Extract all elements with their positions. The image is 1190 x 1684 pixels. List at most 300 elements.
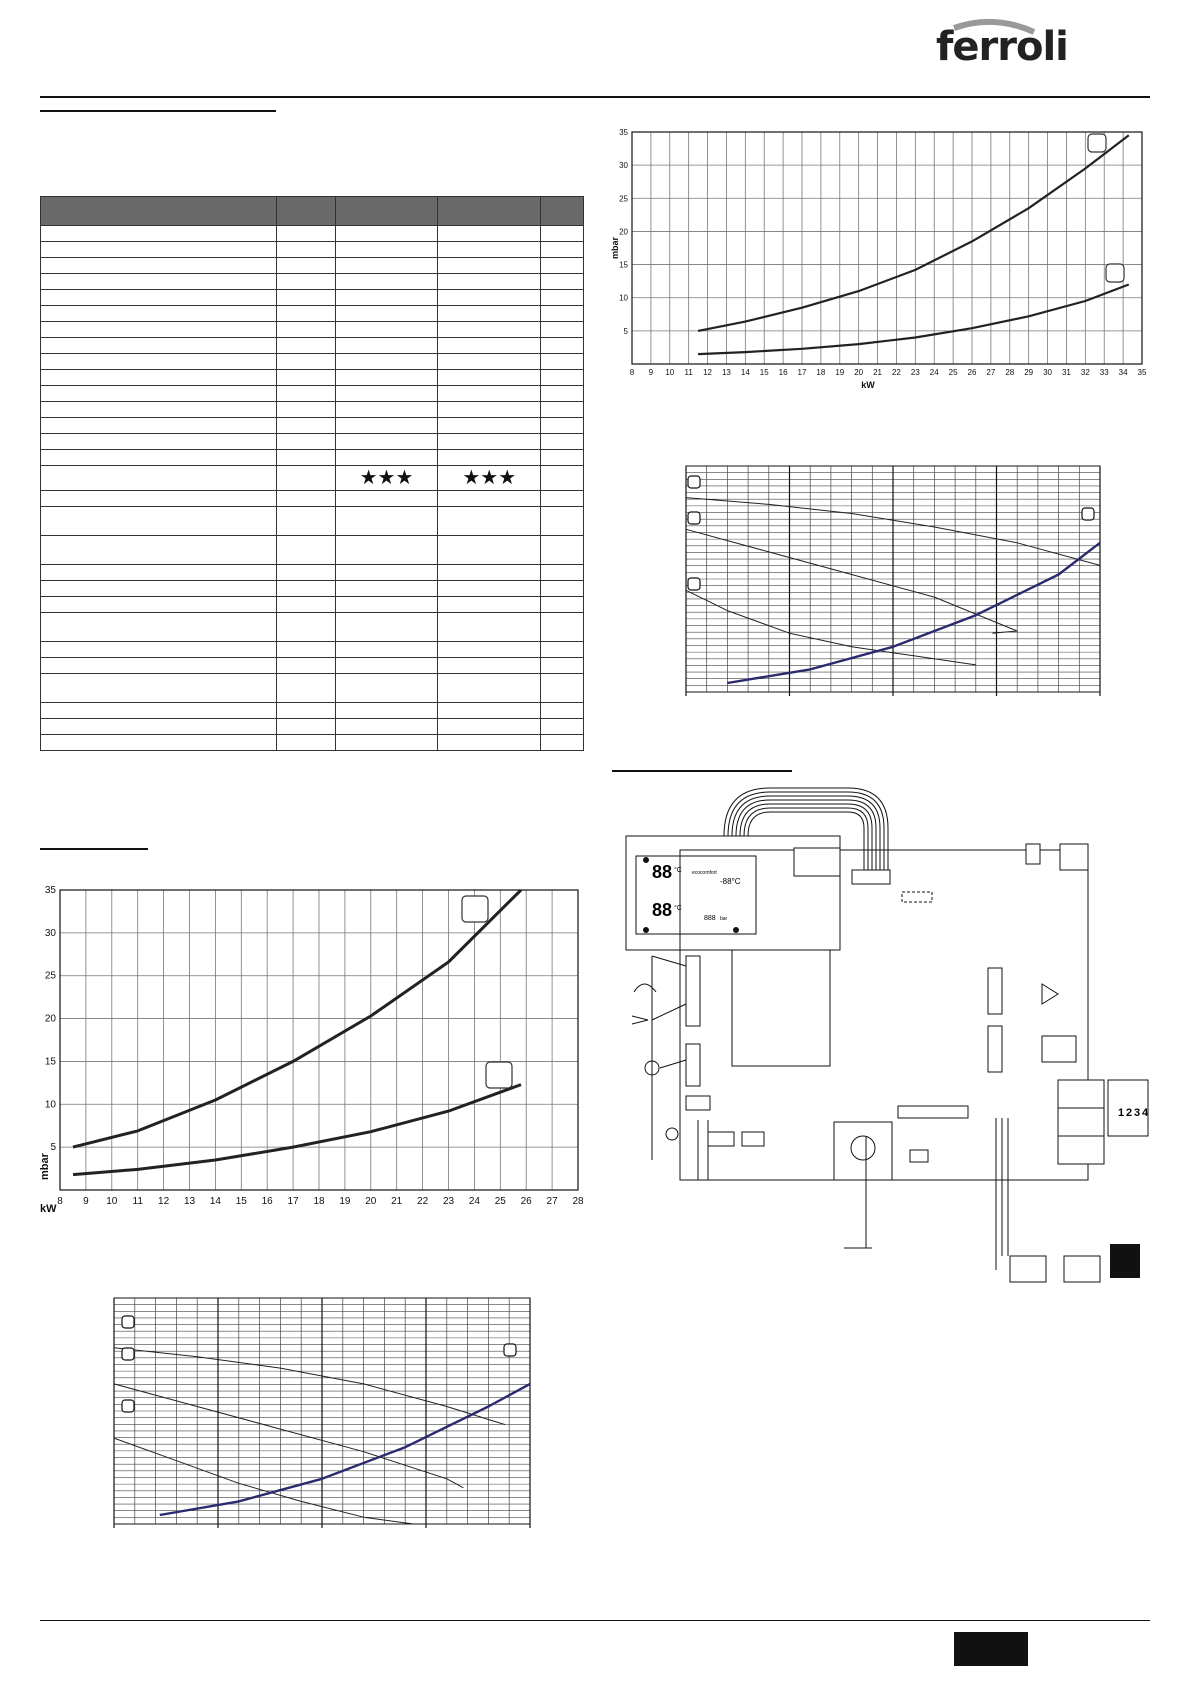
x-tick-label: 28 (1005, 368, 1015, 377)
connector (742, 1132, 764, 1146)
table-cell (541, 370, 584, 386)
x-tick-label: 27 (986, 368, 996, 377)
curve-marker (504, 1344, 516, 1356)
technical-data-table (40, 196, 584, 751)
lcd-unit-top: °C (674, 867, 682, 874)
table-cell (41, 402, 277, 418)
table-cell (335, 290, 438, 306)
table-cell (41, 719, 277, 735)
x-tick-label: 21 (391, 1196, 403, 1207)
table-cell (276, 258, 335, 274)
table-row (41, 402, 584, 418)
section-rule-wiring (612, 770, 792, 772)
table-cell (541, 242, 584, 258)
table-cell (541, 450, 584, 466)
table-cell (41, 491, 277, 507)
y-tick-label: 25 (44, 970, 56, 982)
table-cell (335, 703, 438, 719)
wiring-diagram (612, 780, 1152, 1310)
table-cell (541, 418, 584, 434)
x-tick-label: 14 (740, 368, 750, 377)
table-cell (41, 354, 277, 370)
table-cell (41, 290, 277, 306)
table-cell (335, 735, 438, 751)
y-tick-label: 20 (619, 227, 628, 237)
table-row (41, 290, 584, 306)
header-rule (40, 96, 1150, 98)
table-cell (541, 226, 584, 242)
table-row (41, 338, 584, 354)
y-tick-label: 5 (50, 1142, 56, 1154)
x-tick-label: 34 (1118, 368, 1128, 377)
terminal-block (1058, 1080, 1148, 1164)
table-cell (41, 370, 277, 386)
table-cell (541, 290, 584, 306)
sensor-icon (632, 1016, 648, 1024)
brand-name: ferroli (936, 24, 1068, 70)
x-tick-label: 26 (967, 368, 977, 377)
y-tick-label: 10 (44, 1099, 56, 1111)
table-cell (438, 719, 541, 735)
x-tick-label: 8 (629, 368, 635, 377)
table-cell (335, 434, 438, 450)
x-tick-label: 29 (1024, 368, 1034, 377)
section-rule-table (40, 110, 276, 112)
y-tick-label: 15 (619, 260, 628, 270)
x-tick-label: 17 (797, 368, 807, 377)
table-cell (335, 338, 438, 354)
table-cell (276, 226, 335, 242)
connector (1026, 844, 1040, 864)
x-tick-label: 31 (1061, 368, 1071, 377)
header-cell (335, 197, 438, 226)
table-cell (541, 565, 584, 581)
table-cell (438, 306, 541, 322)
x-tick-label: 14 (209, 1196, 221, 1207)
table-row (41, 597, 584, 613)
table-cell (41, 565, 277, 581)
table-cell (438, 565, 541, 581)
table-cell (438, 703, 541, 719)
display-button-icon (643, 927, 649, 933)
table-cell (541, 719, 584, 735)
x-tick-label: 11 (132, 1196, 143, 1207)
curve-marker (688, 476, 700, 488)
table-cell (438, 370, 541, 386)
table-cell (438, 226, 541, 242)
connector (686, 956, 700, 1026)
terminal-1: 1 (1118, 1107, 1125, 1119)
table-cell (276, 322, 335, 338)
bottom-terminal-block (1010, 1244, 1140, 1282)
x-tick-label: 23 (442, 1196, 455, 1207)
lcd-right-value: -88°C (720, 877, 741, 886)
table-cell (335, 565, 438, 581)
table-cell (438, 613, 541, 642)
table-cell (335, 226, 438, 242)
series-line (698, 285, 1129, 355)
table-cell (541, 735, 584, 751)
x-tick-label: 24 (929, 368, 939, 377)
curve-marker (1088, 134, 1106, 152)
table-cell (276, 613, 335, 642)
table-row (41, 450, 584, 466)
table-cell (41, 418, 277, 434)
table-cell (276, 274, 335, 290)
table-cell (335, 322, 438, 338)
table-row (41, 306, 584, 322)
table-cell (276, 507, 335, 536)
table-cell (276, 354, 335, 370)
connector (686, 1044, 700, 1086)
curve-marker (462, 896, 488, 922)
table-cell (276, 536, 335, 565)
display-button-icon (643, 857, 649, 863)
x-tick-label: 12 (703, 368, 713, 377)
table-cell (541, 434, 584, 450)
header-cell (276, 197, 335, 226)
x-tick-label: 25 (494, 1196, 506, 1207)
table-cell (276, 735, 335, 751)
table-cell (41, 735, 277, 751)
table-cell (41, 642, 277, 658)
ground-icon (666, 1128, 678, 1140)
table-row (41, 226, 584, 242)
table-cell (541, 354, 584, 370)
table-row (41, 581, 584, 597)
table-row (41, 642, 584, 658)
lcd-brand: ecocomfort (692, 870, 717, 876)
table-cell (335, 658, 438, 674)
table-cell (41, 274, 277, 290)
table-cell (541, 322, 584, 338)
x-tick-label: 16 (778, 368, 788, 377)
y-tick-label: 15 (44, 1056, 56, 1068)
table-row (41, 507, 584, 536)
table-cell (276, 719, 335, 735)
table-row (41, 434, 584, 450)
table-cell (41, 338, 277, 354)
table-cell (438, 290, 541, 306)
x-tick-label: 27 (546, 1196, 558, 1207)
x-tick-label: 21 (873, 368, 883, 377)
table-row (41, 322, 584, 338)
table-cell (335, 613, 438, 642)
table-cell (541, 338, 584, 354)
terminal-4: 4 (1142, 1107, 1149, 1119)
connector (686, 1096, 710, 1110)
ribbon-connector (852, 870, 890, 884)
table-row (41, 466, 584, 491)
x-tick-label: 9 (648, 368, 654, 377)
table-cell (438, 274, 541, 290)
connector (910, 1150, 928, 1162)
y-tick-label: 30 (619, 161, 628, 171)
table-cell (41, 658, 277, 674)
display-button-icon (733, 927, 739, 933)
x-tick-label: 24 (468, 1196, 480, 1207)
table-cell (335, 507, 438, 536)
table-cell (541, 466, 584, 491)
table-cell (335, 418, 438, 434)
y-tick-label: 25 (619, 194, 628, 204)
table-cell (438, 242, 541, 258)
x-tick-label: 26 (520, 1196, 532, 1207)
table-cell (335, 370, 438, 386)
table-cell (41, 450, 277, 466)
page-number-box (954, 1632, 1028, 1666)
table-cell (438, 536, 541, 565)
table-row (41, 386, 584, 402)
terminal-3: 3 (1134, 1107, 1141, 1119)
table-row (41, 613, 584, 642)
x-tick-label: 18 (313, 1196, 325, 1207)
valve-icon (1042, 984, 1058, 1004)
table-cell (335, 386, 438, 402)
table-row (41, 258, 584, 274)
table-cell (438, 386, 541, 402)
table-cell (41, 322, 277, 338)
table-header (41, 197, 584, 226)
table-cell (541, 306, 584, 322)
x-tick-label: 10 (106, 1196, 118, 1207)
y-tick-label: 20 (44, 1013, 56, 1025)
table-cell (438, 491, 541, 507)
table-row (41, 370, 584, 386)
table-row (41, 274, 584, 290)
table-cell (276, 597, 335, 613)
table-cell (276, 450, 335, 466)
table-cell (438, 735, 541, 751)
y-tick-label: 10 (619, 293, 628, 303)
table-cell (335, 491, 438, 507)
table-cell (541, 642, 584, 658)
curve-marker (1106, 264, 1124, 282)
table-row (41, 242, 584, 258)
relay (834, 1122, 892, 1180)
lcd-small-value: 888 (704, 915, 716, 922)
table-row (41, 418, 584, 434)
x-tick-label: 30 (1043, 368, 1053, 377)
table-cell (438, 354, 541, 370)
table-row (41, 703, 584, 719)
connector (1060, 844, 1088, 870)
x-tick-label: 10 (665, 368, 675, 377)
x-tick-label: 13 (721, 368, 731, 377)
table-row (41, 735, 584, 751)
flow-switch-icon (1042, 1036, 1076, 1062)
table-cell: ★★★ (438, 466, 541, 491)
table-cell (438, 258, 541, 274)
table-cell (335, 354, 438, 370)
table-cell (41, 597, 277, 613)
table-cell (276, 434, 335, 450)
table-row (41, 536, 584, 565)
x-tick-label: 13 (183, 1196, 196, 1207)
table-cell (276, 565, 335, 581)
table-cell (335, 674, 438, 703)
table-cell (41, 581, 277, 597)
connector (988, 1026, 1002, 1072)
y-tick-label: 35 (619, 128, 628, 137)
x-tick-label: 33 (1099, 368, 1109, 377)
table-cell (41, 242, 277, 258)
x-tick-label: 18 (816, 368, 826, 377)
series-line (114, 1348, 505, 1425)
table-cell (276, 370, 335, 386)
table-cell (276, 674, 335, 703)
x-tick-label: 22 (417, 1196, 429, 1207)
y-tick-label: 30 (44, 927, 56, 939)
table-cell (438, 338, 541, 354)
x-tick-label: 8 (57, 1196, 63, 1207)
x-tick-label: 35 (1137, 368, 1147, 377)
table-cell (438, 674, 541, 703)
x-tick-label: 17 (287, 1196, 299, 1207)
curve-marker (1082, 508, 1094, 520)
table-cell (335, 719, 438, 735)
table-cell: ★★★ (335, 466, 438, 491)
x-tick-label: 9 (83, 1196, 89, 1207)
table-cell (276, 642, 335, 658)
table-cell (541, 613, 584, 642)
table-cell (438, 507, 541, 536)
table-cell (335, 402, 438, 418)
curve-marker (122, 1400, 134, 1412)
terminal-2: 2 (1126, 1107, 1133, 1119)
table-cell (276, 658, 335, 674)
x-tick-label: 25 (948, 368, 958, 377)
pressure-chart-left (30, 884, 592, 1224)
x-tick-label: 32 (1080, 368, 1090, 377)
table-cell (335, 258, 438, 274)
x-tick-label: 11 (684, 368, 693, 377)
table-cell (438, 418, 541, 434)
table-cell (541, 491, 584, 507)
x-tick-label: 22 (891, 368, 901, 377)
series-line (698, 135, 1129, 331)
curve-marker (688, 512, 700, 524)
table-cell (276, 242, 335, 258)
pump-chart-left (110, 1294, 540, 1540)
table-cell (438, 434, 541, 450)
table-cell (335, 597, 438, 613)
transformer (732, 950, 830, 1066)
table-cell (335, 274, 438, 290)
curve-marker (486, 1062, 512, 1088)
table-cell (276, 418, 335, 434)
x-tick-label: 16 (261, 1196, 273, 1207)
header-cell (541, 197, 584, 226)
table-cell (438, 597, 541, 613)
series-line (114, 1384, 463, 1488)
curve-marker (688, 578, 700, 590)
x-axis-label: kW (40, 1203, 57, 1215)
lcd-unit-bottom: °C (674, 905, 682, 912)
table-cell (541, 402, 584, 418)
table-row (41, 354, 584, 370)
y-axis-label: mbar (39, 1153, 51, 1180)
table-row (41, 674, 584, 703)
table-cell (541, 703, 584, 719)
table-cell (541, 386, 584, 402)
table-cell (41, 507, 277, 536)
footer-rule (40, 1620, 1150, 1621)
table-cell (276, 338, 335, 354)
x-tick-label: 23 (910, 368, 920, 377)
table-cell (335, 642, 438, 658)
x-axis-label: kW (861, 380, 875, 390)
table-cell (276, 703, 335, 719)
x-tick-label: 20 (854, 368, 864, 377)
lcd-bar-unit: bar (720, 916, 728, 922)
table-row (41, 658, 584, 674)
table-cell (541, 597, 584, 613)
table-cell (41, 703, 277, 719)
lcd-top-value: 88 (652, 862, 673, 882)
table-cell (335, 306, 438, 322)
table-cell (438, 450, 541, 466)
table-cell (41, 613, 277, 642)
table-cell (541, 258, 584, 274)
table-cell (276, 581, 335, 597)
connector (988, 968, 1002, 1014)
table-cell (41, 466, 277, 491)
table-cell (41, 536, 277, 565)
table-cell (41, 434, 277, 450)
table-cell (276, 290, 335, 306)
y-tick-label: 5 (623, 326, 628, 336)
x-tick-label: 19 (339, 1196, 351, 1207)
section-rule-chart (40, 848, 148, 850)
table-cell (438, 581, 541, 597)
table-row (41, 491, 584, 507)
table-cell (335, 536, 438, 565)
x-tick-label: 19 (835, 368, 845, 377)
x-tick-label: 20 (365, 1196, 377, 1207)
x-tick-label: 15 (235, 1196, 247, 1207)
x-tick-label: 15 (759, 368, 769, 377)
table-cell (438, 642, 541, 658)
curve-marker (122, 1316, 134, 1328)
table-row (41, 719, 584, 735)
fan-icon (634, 984, 656, 992)
table-cell (41, 386, 277, 402)
lcd-bottom-value: 88 (652, 900, 673, 920)
table-cell (438, 322, 541, 338)
ribbon-connector (794, 848, 840, 876)
table-cell (438, 402, 541, 418)
x-tick-label: 12 (158, 1196, 170, 1207)
header-cell (41, 197, 277, 226)
pressure-chart-top-right (610, 128, 1156, 400)
x-tick-label: 28 (572, 1196, 584, 1207)
table-cell (41, 306, 277, 322)
series-line (160, 1384, 530, 1515)
table-row (41, 565, 584, 581)
curve-marker (122, 1348, 134, 1360)
table-cell (541, 658, 584, 674)
table-cell (41, 674, 277, 703)
table-cell (335, 581, 438, 597)
table-cell (41, 226, 277, 242)
table-cell (276, 491, 335, 507)
table-cell (276, 386, 335, 402)
connector (898, 1106, 968, 1118)
y-tick-label: 35 (44, 885, 56, 896)
table-cell (541, 507, 584, 536)
table-cell (438, 658, 541, 674)
